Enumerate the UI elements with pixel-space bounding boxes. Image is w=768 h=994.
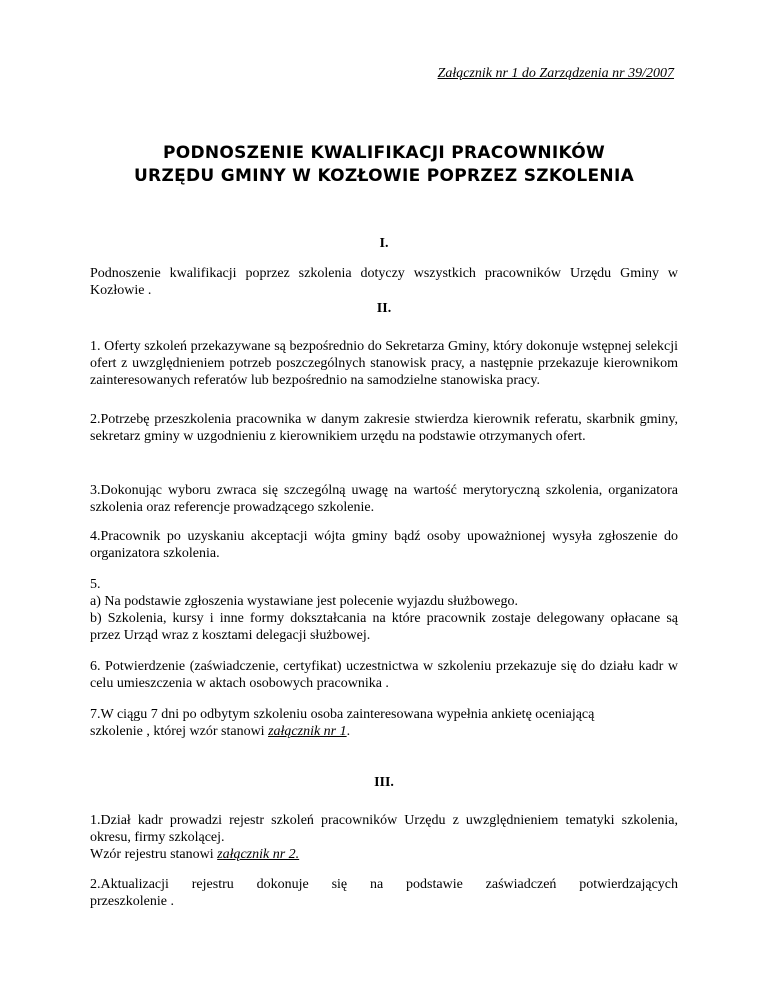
section-2-paragraph-1: 1. Oferty szkoleń przekazywane są bezpośrednio do Sekretarza Gminy, który dokonuje wstępnej selekcji ofert z uwzględnieniem potrzeb poszczególnych stanowisk pracy, a następnie przekazuje kierownikom zainteresowanych referatów lub bezpośrednio na samodzielne stanowiska pracy. — [90, 339, 678, 388]
paragraph-3-1-text: 1.Dział kadr prowadzi rejestr szkoleń pracowników Urzędu z uwzględnieniem tematyki szkolenia, okresu, firmy szkolącej. — [90, 813, 678, 845]
paragraph-5-item-a: a) Na podstawie zgłoszenia wystawiane jest polecenie wyjazdu służbowego. — [90, 594, 519, 609]
section-2-paragraph-7 — [90, 706, 678, 740]
attachment-1-link[interactable]: załącznik nr 1 — [268, 724, 347, 739]
section-number-2: II. — [376, 301, 392, 316]
title-line-1: PODNOSZENIE KWALIFIKACJI PRACOWNIKÓW — [162, 143, 606, 163]
document-title — [0, 142, 768, 188]
paragraph-5-item-b: b) Szkolenia, kursy i inne formy dokształcania na które pracownik zostaje delegowany opłacane są przez Urząd wraz z kosztami delegacji służbowej. — [90, 611, 678, 643]
title-line-2: URZĘDU GMINY W KOZŁOWIE POPRZEZ SZKOLENIA — [133, 166, 635, 186]
paragraph-7-line-1: 7.W ciągu 7 dni po odbytym szkoleniu osoba zainteresowana wypełnia ankietę oceniającą — [90, 707, 595, 722]
register-template-line — [90, 846, 678, 863]
paragraph-3-2-line-2: przeszkolenie . — [90, 894, 174, 909]
paragraph-7-line-2-end: . — [346, 724, 351, 739]
section-3-paragraph-1 — [90, 812, 678, 863]
attachment-2-link[interactable]: załącznik nr 2. — [217, 847, 300, 862]
section-2-paragraph-3: 3.Dokonując wyboru zwraca się szczególną uwagę na wartość merytoryczną szkolenia, organizatora szkolenia oraz referencje prowadzącego szkolenie. — [90, 483, 678, 515]
section-2-paragraph-6: 6. Potwierdzenie (zaświadczenie, certyfikat) uczestnictwa w szkoleniu przekazuje się do działu kadr w celu umieszczenia w aktach osobowych pracownika . — [90, 659, 678, 691]
paragraph-5-number: 5. — [90, 577, 101, 592]
paragraph-7-line-2 — [90, 723, 678, 740]
section-3-paragraph-2 — [90, 876, 678, 910]
section-2-paragraph-5 — [90, 576, 678, 644]
register-template-text: Wzór rejestru stanowi — [90, 847, 218, 862]
paragraph-3-2-line-1: 2.Aktualizacji rejestru dokonuje się na podstawie zaświadczeń potwierdzających — [90, 877, 678, 892]
section-number-3: III. — [374, 775, 394, 790]
section-2-paragraph-4: 4.Pracownik po uzyskaniu akceptacji wójta gminy bądź osoby upoważnionej wysyła zgłoszenie do organizatora szkolenia. — [90, 529, 678, 561]
section-2-paragraph-2: 2.Potrzebę przeszkolenia pracownika w danym zakresie stwierdza kierownik referatu, skarbnik gminy, sekretarz gminy w uzgodnieniu z kierownikiem urzędu na podstawie otrzymanych ofert. — [90, 412, 678, 444]
section-number-1: I. — [379, 236, 389, 251]
attachment-reference: Załącznik nr 1 do Zarządzenia nr 39/2007 — [437, 66, 674, 81]
section-1-text: Podnoszenie kwalifikacji poprzez szkolenia dotyczy wszystkich pracowników Urzędu Gminy w Kozłowie . — [90, 266, 678, 298]
paragraph-7-line-2-text: szkolenie , której wzór stanowi — [90, 724, 269, 739]
